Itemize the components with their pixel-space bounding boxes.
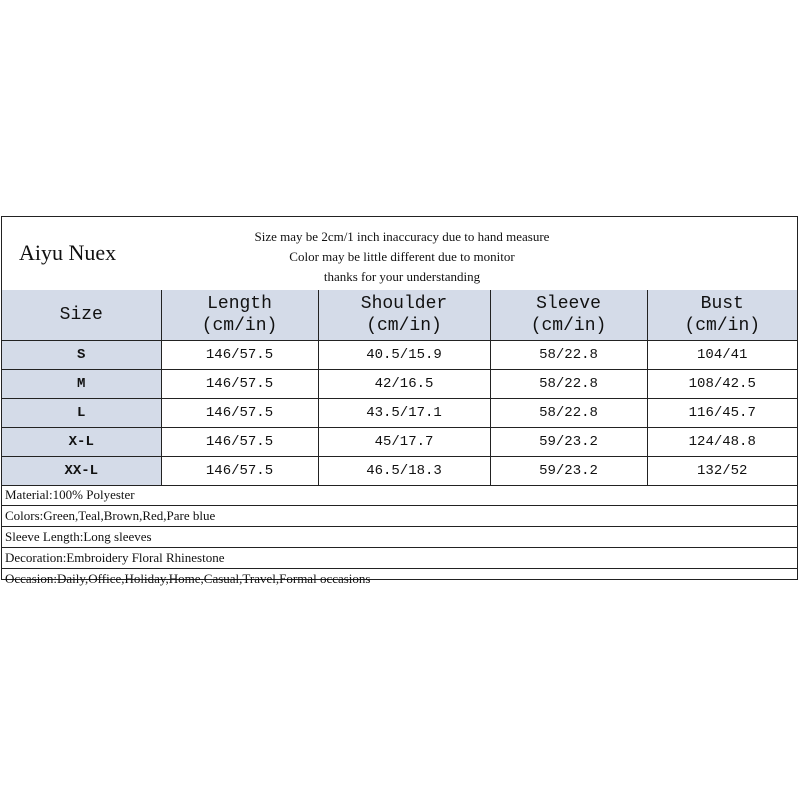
detail-decoration: Decoration:Embroidery Floral Rhinestone bbox=[2, 547, 797, 568]
size-table bbox=[2, 290, 797, 486]
column-header-sleeve bbox=[490, 290, 647, 341]
size-cell: XX-L bbox=[2, 457, 161, 486]
table-header-row bbox=[2, 290, 797, 341]
sleeve-cell: 59/23.2 bbox=[490, 457, 647, 486]
column-header-label: Sleeve bbox=[536, 294, 601, 314]
sleeve-cell: 58/22.8 bbox=[490, 370, 647, 399]
column-header-bust bbox=[647, 290, 797, 341]
column-header-size bbox=[2, 290, 161, 341]
chart-header bbox=[2, 217, 797, 291]
detail-sleeve-length: Sleeve Length:Long sleeves bbox=[2, 526, 797, 547]
detail-colors: Colors:Green,Teal,Brown,Red,Pare blue bbox=[2, 505, 797, 526]
sleeve-cell: 59/23.2 bbox=[490, 428, 647, 457]
table-row bbox=[2, 457, 797, 486]
length-cell: 146/57.5 bbox=[161, 457, 318, 486]
column-header-shoulder bbox=[318, 290, 490, 341]
length-cell: 146/57.5 bbox=[161, 341, 318, 370]
size-cell: S bbox=[2, 341, 161, 370]
column-header-length bbox=[161, 290, 318, 341]
size-cell: X-L bbox=[2, 428, 161, 457]
bust-cell: 116/45.7 bbox=[647, 399, 797, 428]
bust-cell: 104/41 bbox=[647, 341, 797, 370]
note-line: Color may be little different due to monitor bbox=[289, 249, 515, 264]
column-header-unit: (cm/in) bbox=[366, 316, 442, 336]
shoulder-cell: 42/16.5 bbox=[318, 370, 490, 399]
table-row bbox=[2, 341, 797, 370]
column-header-unit: (cm/in) bbox=[201, 316, 278, 336]
brand-name: Aiyu Nuex bbox=[19, 240, 117, 265]
length-cell: 146/57.5 bbox=[161, 370, 318, 399]
column-header-label: Shoulder bbox=[360, 294, 448, 314]
sleeve-cell: 58/22.8 bbox=[490, 399, 647, 428]
note-line: Size may be 2cm/1 inch inaccuracy due to hand measure bbox=[254, 229, 550, 244]
size-cell: L bbox=[2, 399, 161, 428]
table-row bbox=[2, 370, 797, 399]
size-cell: M bbox=[2, 370, 161, 399]
bust-cell: 132/52 bbox=[647, 457, 797, 486]
detail-material: Material:100% Polyester bbox=[5, 487, 135, 502]
bust-cell: 108/42.5 bbox=[647, 370, 797, 399]
sleeve-cell: 58/22.8 bbox=[490, 341, 647, 370]
column-header-label: Length bbox=[207, 294, 272, 314]
shoulder-cell: 45/17.7 bbox=[318, 428, 490, 457]
shoulder-cell: 40.5/15.9 bbox=[318, 341, 490, 370]
column-header-unit: (cm/in) bbox=[530, 316, 607, 336]
column-header-label: Size bbox=[59, 305, 103, 325]
note-line: thanks for your understanding bbox=[323, 269, 481, 284]
shoulder-cell: 43.5/17.1 bbox=[318, 399, 490, 428]
column-header-label: Bust bbox=[700, 294, 744, 314]
measurement-notes bbox=[162, 227, 642, 287]
product-details bbox=[2, 485, 797, 589]
column-header-unit: (cm/in) bbox=[684, 316, 761, 336]
size-chart bbox=[1, 216, 798, 586]
table-row bbox=[2, 399, 797, 428]
detail-occasion: Occasion:Daily,Office,Holiday,Home,Casual,Travel,Formal occasions bbox=[2, 568, 797, 589]
table-row bbox=[2, 428, 797, 457]
shoulder-cell: 46.5/18.3 bbox=[318, 457, 490, 486]
bust-cell: 124/48.8 bbox=[647, 428, 797, 457]
length-cell: 146/57.5 bbox=[161, 399, 318, 428]
length-cell: 146/57.5 bbox=[161, 428, 318, 457]
